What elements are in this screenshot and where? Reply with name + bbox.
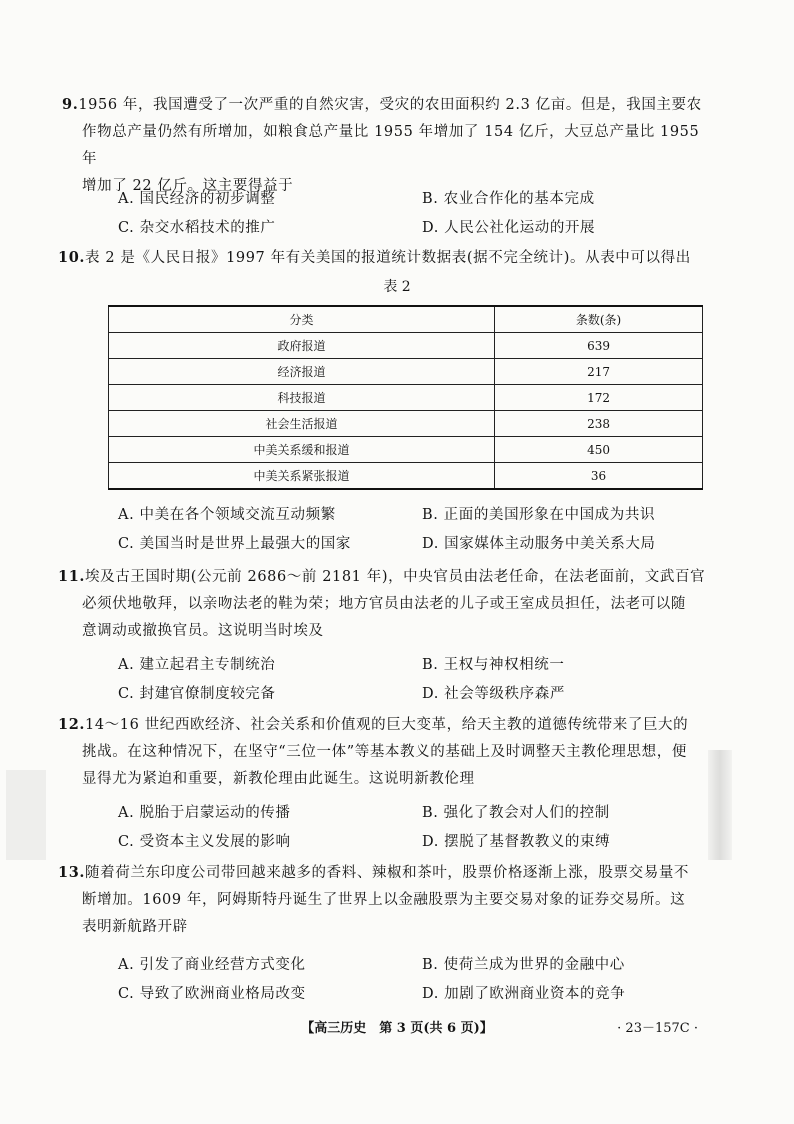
table-cell: 中美关系缓和报道 (109, 437, 495, 463)
option-c[interactable]: C. 导致了欧洲商业格局改变 (118, 986, 306, 1002)
option-b[interactable]: B. 农业合作化的基本完成 (422, 191, 595, 207)
table-row (109, 385, 703, 411)
page-footer: 【高三历史 第 3 页(共 6 页)】 (301, 1021, 493, 1036)
option-d[interactable]: D. 摆脱了基督教教义的束缚 (422, 834, 611, 850)
scan-smudge (6, 770, 46, 860)
question-13 (58, 859, 712, 941)
option-d[interactable]: D. 国家媒体主动服务中美关系大局 (422, 536, 656, 552)
table-cell: 科技报道 (109, 385, 495, 411)
option-a[interactable]: A. 引发了商业经营方式变化 (118, 957, 306, 973)
table-cell: 36 (495, 463, 703, 490)
question-stem-line: 必须伏地敬拜，以亲吻法老的鞋为荣；地方官员由法老的儿子或王室成员担任，法老可以随 (82, 596, 686, 612)
table-row (109, 411, 703, 437)
table-row (109, 333, 703, 359)
option-c[interactable]: C. 杂交水稻技术的推广 (118, 220, 276, 236)
option-c[interactable]: C. 美国当时是世界上最强大的国家 (118, 536, 351, 552)
option-d[interactable]: D. 加剧了欧洲商业资本的竞争 (422, 986, 626, 1002)
option-d[interactable]: D. 人民公社化运动的开展 (422, 220, 596, 236)
option-c[interactable]: C. 受资本主义发展的影响 (118, 834, 291, 850)
question-number: 12. (58, 716, 86, 733)
table-row (109, 463, 703, 490)
question-stem-line: 挑战。在这种情况下，在坚守“三位一体”等基本教义的基础上及时调整天主教伦理思想，便 (82, 744, 687, 760)
question-number: 9. (62, 96, 79, 113)
question-stem-line: 增加了 22 亿斤。这主要得益于 (82, 178, 294, 194)
table-header-row (109, 306, 703, 333)
question-stem-line: 10.表 2 是《人民日报》1997 年有关美国的报道统计数据表(据不完全统计)。从表中可以得出 (58, 249, 691, 266)
table-cell: 中美关系紧张报道 (109, 463, 495, 490)
option-a[interactable]: A. 建立起君主专制统治 (118, 657, 276, 673)
question-stem-line: 12.14～16 世纪西欧经济、社会关系和价值观的巨大变革，给天主教的道德传统带来了巨大的 (58, 716, 689, 733)
question-12 (58, 711, 712, 793)
options-12 (118, 801, 718, 859)
question-number: 13. (58, 864, 86, 881)
option-b[interactable]: B. 正面的美国形象在中国成为共识 (422, 507, 656, 523)
table-cell: 经济报道 (109, 359, 495, 385)
question-stem-line: 表明新航路开辟 (82, 919, 188, 935)
options-13 (118, 953, 718, 1011)
options-9 (118, 187, 718, 245)
question-stem-line: 意调动或撤换官员。这说明当时埃及 (82, 623, 324, 639)
question-11 (58, 563, 712, 645)
question-stem-line: 11.埃及古王国时期(公元前 2686～前 2181 年)，中央官员由法老任命，在法老面前，文武百官 (58, 568, 706, 585)
question-stem-line: 显得尤为紧迫和重要，新教伦理由此诞生。这说明新教伦理 (82, 771, 475, 787)
table-cell: 政府报道 (109, 333, 495, 359)
table-caption: 表 2 (383, 279, 411, 295)
table-header: 条数(条) (495, 306, 703, 333)
option-a[interactable]: A. 中美在各个领域交流互动频繁 (118, 507, 336, 523)
option-a[interactable]: A. 脱胎于启蒙运动的传播 (118, 805, 291, 821)
question-stem-line: 13.随着荷兰东印度公司带回越来越多的香料、辣椒和茶叶，股票价格逐渐上涨，股票交易量不 (58, 864, 690, 881)
table-cell: 238 (495, 411, 703, 437)
table-cell: 社会生活报道 (109, 411, 495, 437)
question-10 (58, 244, 712, 272)
option-d[interactable]: D. 社会等级秩序森严 (422, 686, 565, 702)
question-number: 10. (58, 249, 86, 266)
table-header: 分类 (109, 306, 495, 333)
table-cell: 217 (495, 359, 703, 385)
question-9 (62, 91, 712, 200)
table-cell: 172 (495, 385, 703, 411)
paper-code: · 23－157C · (617, 1021, 698, 1036)
option-b[interactable]: B. 使荷兰成为世界的金融中心 (422, 957, 625, 973)
option-c[interactable]: C. 封建官僚制度较完备 (118, 686, 276, 702)
table-cell: 639 (495, 333, 703, 359)
table-row (109, 359, 703, 385)
table-cell: 450 (495, 437, 703, 463)
option-a[interactable]: A. 国民经济的初步调整 (118, 191, 276, 207)
question-stem-line: 作物总产量仍然有所增加，如粮食总产量比 1955 年增加了 154 亿斤，大豆总产量比 1955 年 (82, 124, 700, 167)
options-11 (118, 653, 718, 711)
statistics-table (108, 305, 703, 490)
question-number: 11. (58, 568, 86, 585)
table-row (109, 437, 703, 463)
question-stem-line: 9.1956 年，我国遭受了一次严重的自然灾害，受灾的农田面积约 2.3 亿亩。但是，我国主要农 (62, 96, 702, 113)
options-10 (118, 503, 718, 561)
option-b[interactable]: B. 强化了教会对人们的控制 (422, 805, 610, 821)
question-stem-line: 断增加。1609 年，阿姆斯特丹诞生了世界上以金融股票为主要交易对象的证券交易所。这 (82, 892, 686, 908)
option-b[interactable]: B. 王权与神权相统一 (422, 657, 565, 673)
